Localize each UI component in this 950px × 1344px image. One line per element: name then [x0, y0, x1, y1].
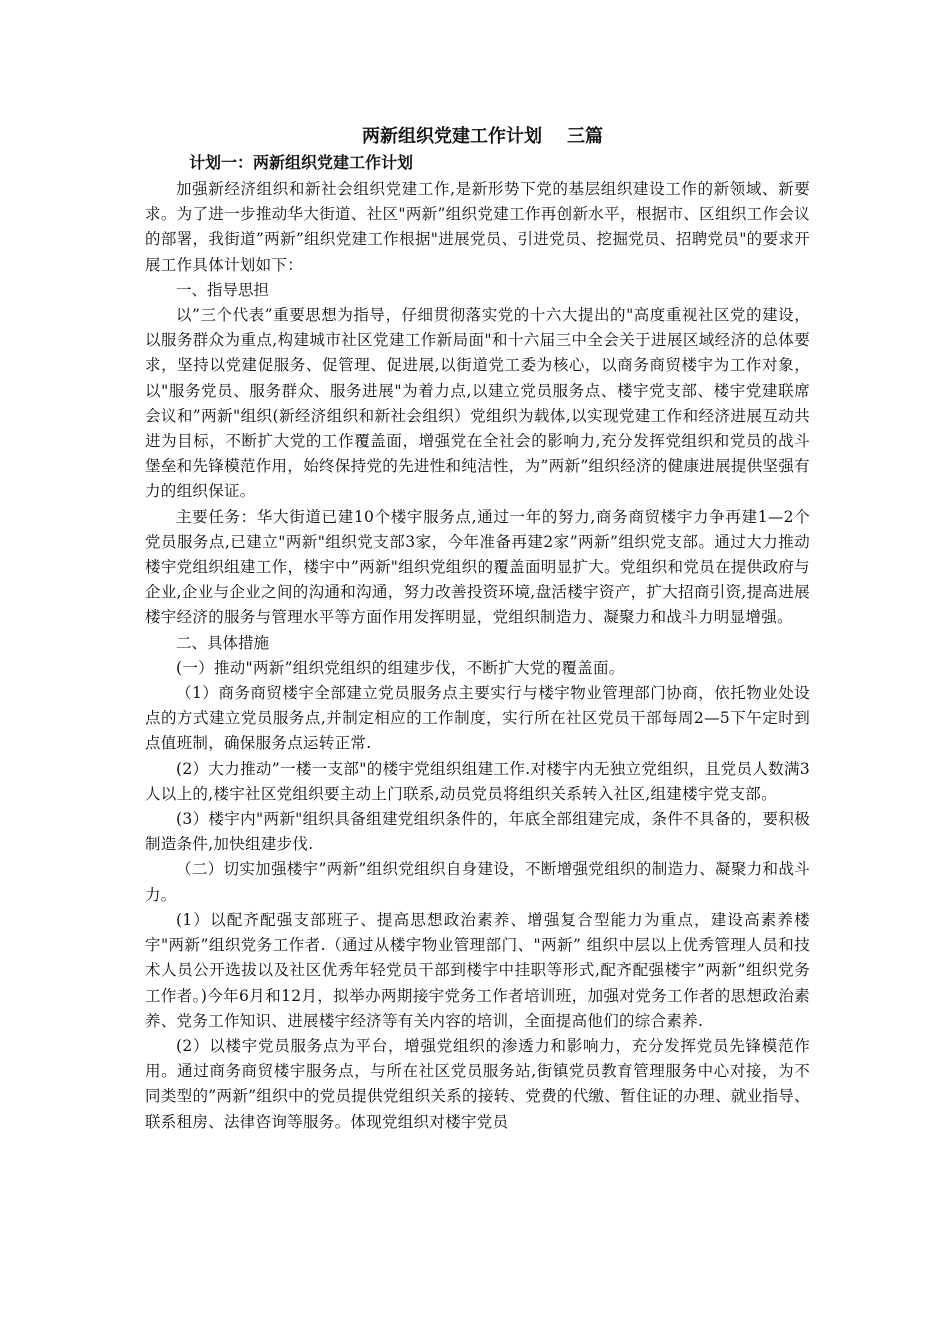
- section-heading-guiding-thought: 一、指导思担: [176, 280, 270, 299]
- subheading-measure-1: (一）推动"两新”组织党组织的组建步伐，不断扩大党的覆盖面。: [176, 658, 625, 677]
- subheading-measure-2: （二）切实加强楼宇”两新”组织党组织自身建设，不断增强党组织的制造力、凝聚力和战斗力。: [145, 860, 810, 904]
- paragraph-measure-2-1: (1）以配齐配强支部班子、提高思想政治素养、增强复合型能力为重点，建设高素养楼宇"两新”组织党务工作者.（通过从楼宇物业管理部门、"两新” 组织中层以上优秀管理人员和技术人员公开选拔以及社区优秀年轻党员干部到楼宇中挂职等形式,配齐配强楼宇”两新”组织党务工作者。)今年6月和12月，拟举办两期接宇党务工作者培训班，加强对党务工作者的思想政治素养、党务工作知识、进展楼宇经济等有关内容的培训，全面提高他们的综合素养.: [145, 910, 810, 1030]
- paragraph-measure-1-3: (3）楼宇内"两新"组织具备组建党组织条件的，年底全部组建完成，条件不具备的，要积极制造条件,加快组建步伐.: [145, 810, 810, 854]
- paragraph-main-tasks: 主要任务：华大街道已建10个楼宇服务点,通过一年的努力,商务商贸楼宇力争再建1—2个党员服务点,已建立"两新"组织党支部3家，今年准备再建2家”两新”组织党支部。通过大力推动楼宇党组织组建工作，楼宇中”两新"组织党组织的覆盖面明显扩大。党组织和党员在提供政府与企业,企业与企业之间的沟通和沟通，努力改善投资环境,盘活楼宇资产，扩大招商引资,提高进展楼宇经济的服务与管理水平等方面作用发挥明显，党组织制造力、凝聚力和战斗力明显增强。: [145, 507, 810, 627]
- paragraph-guiding-thought: 以”三个代表”重要思想为指导，仔细贯彻落实党的十六大提出的"高度重视社区党的建设，以服务群众为重点,构建城市社区党建工作新局面"和十六届三中全会关于进展区域经济的总体要求，坚持以党建促服务、促管理、促进展,以街道党工委为核心，以商务商贸楼宇为工作对象，以"服务党员、服务群众、服务进展"为着力点,以建立党员服务点、楼宇党支部、楼宇党建联席会议和”两新"组织(新经济组织和新社会组织）党组织为载体,以实现党建工作和经济进展互动共进为目标，不断扩大党的工作覆盖面，增强党在全社会的影响力,充分发挥党组织和党员的战斗堡垒和先锋模范作用，始终保持党的先进性和纯洁性，为”两新”组织经济的健康进展提供坚强有力的组织保证。: [145, 306, 810, 501]
- document-subtitle: 计划一：两新组织党建工作计划: [189, 153, 414, 172]
- section-heading-measures: 二、具体措施: [176, 633, 270, 652]
- paragraph-measure-1-2: (2）大力推动”一楼一支部"的楼宇党组织组建工作.对楼宇内无独立党组织，且党员人数满3人以上的,楼宇社区党组织要主动上门联系,动员党员将组织关系转入社区,组建楼宇党支部。: [145, 759, 810, 803]
- document-title: 两新组织党建工作计划 三篇: [361, 126, 604, 147]
- paragraph-intro: 加强新经济组织和新社会组织党建工作,是新形势下党的基层组织建设工作的新领域、新要求。为了进一步推动华大街道、社区"两新”组织党建工作再创新水平，根据市、区组织工作会议的部署，我街道”两新”组织党建工作根据"进展党员、引进党员、挖掘党员、招聘党员"的要求开展工作具体计划如下：: [145, 180, 810, 274]
- document-page: [145, 123, 810, 1135]
- paragraph-measure-2-2: (2）以楼宇党员服务点为平台，增强党组织的渗透力和影响力，充分发挥党员先锋模范作用。通过商务商贸楼宇服务点，与所在社区党员服务站,街镇党员教育管理服务中心对接，为不同类型的”两新”组织中的党员提供党组织关系的接转、党费的代缴、暂住证的办理、就业指导、联系租房、法律咨询等服务。体现党组织对楼宇党员: [145, 1036, 810, 1131]
- paragraph-measure-1-1: （1）商务商贸楼宇全部建立党员服务点主要实行与楼宇物业管理部门协商，依托物业处设点的方式建立党员服务点,并制定相应的工作制度，实行所在社区党员干部每周2—5下午定时到点值班制，确保服务点运转正常.: [145, 684, 810, 753]
